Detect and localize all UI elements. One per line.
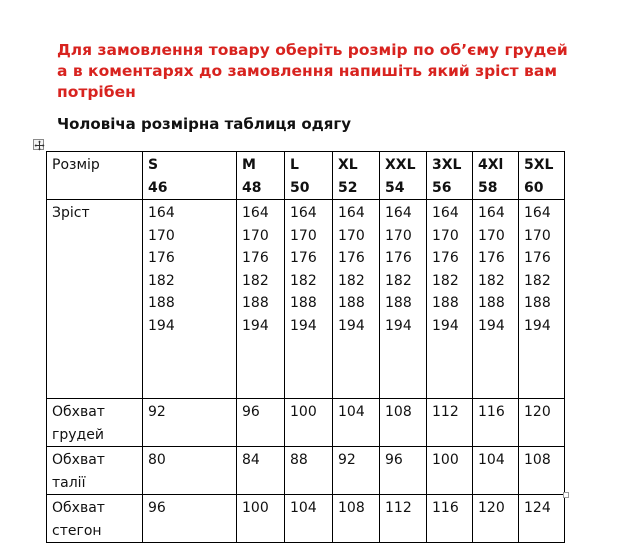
size-number: 52 [338,179,358,196]
size-header-cell [473,152,519,200]
measurement-label-line-1: Обхват [52,452,105,468]
size-table-title: Чоловіча розмірна таблиця одягу [57,115,352,133]
size-header-cell [285,152,333,200]
size-letter: L [290,157,299,173]
height-value: 188 [385,295,412,311]
size-number: 50 [290,179,310,196]
measurement-value: 120 [519,399,565,447]
measurement-value: 120 [473,495,519,543]
height-value: 182 [524,272,551,289]
height-value: 182 [338,272,365,289]
measurement-label [47,447,143,495]
height-value: 188 [524,295,551,311]
height-label: Зріст [47,200,143,399]
size-number: 46 [148,179,168,196]
size-number: 60 [524,179,544,196]
size-letter: M [242,157,256,173]
size-letter: XXL [385,157,416,173]
height-value: 188 [290,295,317,311]
size-header-cell [237,152,285,200]
height-value: 194 [338,317,365,334]
height-value: 164 [432,205,459,221]
height-value: 170 [290,227,317,244]
measurement-value: 80 [143,447,237,495]
height-cell [427,200,473,399]
size-header-cell [380,152,427,200]
height-value: 182 [432,272,459,289]
measurement-value: 100 [427,447,473,495]
order-notice-line-1: Для замовлення товару оберіть розмір по об’єму грудей [57,41,568,59]
size-header-cell [427,152,473,200]
size-header-cell [333,152,380,200]
height-value: 194 [242,317,269,334]
height-value: 182 [148,272,175,289]
height-value: 194 [478,317,505,334]
measurement-label [47,495,143,543]
measurement-row [47,447,565,495]
measurement-value: 104 [285,495,333,543]
height-row [47,200,565,399]
order-notice-line-3: потрібен [57,83,136,101]
height-value: 194 [148,317,175,334]
height-value: 176 [148,250,175,266]
height-value: 182 [478,272,505,289]
measurement-value: 96 [237,399,285,447]
measurement-value: 92 [143,399,237,447]
height-value: 188 [478,295,505,311]
height-value: 170 [242,227,269,244]
height-value: 176 [432,250,459,266]
measurement-value: 100 [237,495,285,543]
height-value: 188 [242,295,269,311]
resize-handle-icon[interactable] [563,492,569,498]
measurement-value: 108 [519,447,565,495]
size-letter: 5XL [524,157,554,173]
height-cell [519,200,565,399]
height-value: 176 [385,250,412,266]
size-header-cell [143,152,237,200]
height-cell [143,200,237,399]
size-header-row [47,152,565,200]
height-value: 176 [478,250,505,266]
measurement-value: 96 [143,495,237,543]
height-value: 176 [338,250,365,266]
size-header-cell [519,152,565,200]
measurement-value: 92 [333,447,380,495]
height-cell [473,200,519,399]
height-value: 182 [242,272,269,289]
height-value: 170 [385,227,412,244]
size-letter: XL [338,157,358,173]
height-value: 170 [478,227,505,244]
measurement-value: 116 [473,399,519,447]
order-notice [57,40,597,103]
height-value: 164 [242,205,269,221]
size-header-label: Розмір [47,152,143,200]
measurement-label-line-2: грудей [52,426,104,443]
measurement-value: 104 [473,447,519,495]
height-value: 194 [385,317,412,334]
measurement-row [47,495,565,543]
height-value: 164 [524,205,551,221]
measurement-value: 108 [380,399,427,447]
measurement-value: 108 [333,495,380,543]
order-notice-line-2: а в коментарях до замовлення напишіть який зріст вам [57,62,557,80]
height-value: 176 [290,250,317,266]
size-number: 56 [432,179,452,196]
height-value: 194 [432,317,459,334]
measurement-label [47,399,143,447]
height-value: 194 [290,317,317,334]
measurement-value: 124 [519,495,565,543]
measurement-label-line-2: стегон [52,522,102,539]
height-value: 164 [148,205,175,221]
height-cell [380,200,427,399]
size-number: 58 [478,179,498,196]
size-number: 48 [242,179,262,196]
measurement-value: 88 [285,447,333,495]
measurement-value: 112 [427,399,473,447]
height-value: 188 [432,295,459,311]
measurement-label-line-1: Обхват [52,500,105,516]
size-number: 54 [385,179,405,196]
measurement-value: 116 [427,495,473,543]
height-value: 164 [290,205,317,221]
size-letter: S [148,157,159,173]
height-value: 170 [524,227,551,244]
measurement-label-line-1: Обхват [52,404,105,420]
height-value: 176 [242,250,269,266]
measurement-value: 84 [237,447,285,495]
measurement-label-line-2: талії [52,474,86,491]
height-value: 164 [478,205,505,221]
height-value: 182 [385,272,412,289]
height-value: 182 [290,272,317,289]
measurement-value: 100 [285,399,333,447]
height-value: 188 [338,295,365,311]
measurement-row [47,399,565,447]
height-value: 176 [524,250,551,266]
measurement-value: 96 [380,447,427,495]
height-value: 170 [338,227,365,244]
height-value: 194 [524,317,551,334]
size-letter: 3XL [432,157,462,173]
height-value: 170 [148,227,175,244]
height-cell [237,200,285,399]
height-value: 170 [432,227,459,244]
size-table [46,151,565,543]
measurement-value: 112 [380,495,427,543]
height-cell [285,200,333,399]
height-value: 164 [338,205,365,221]
height-cell [333,200,380,399]
size-letter: 4Xl [478,157,504,173]
measurement-value: 104 [333,399,380,447]
move-arrows-icon[interactable] [33,139,44,150]
height-value: 164 [385,205,412,221]
height-value: 188 [148,295,175,311]
